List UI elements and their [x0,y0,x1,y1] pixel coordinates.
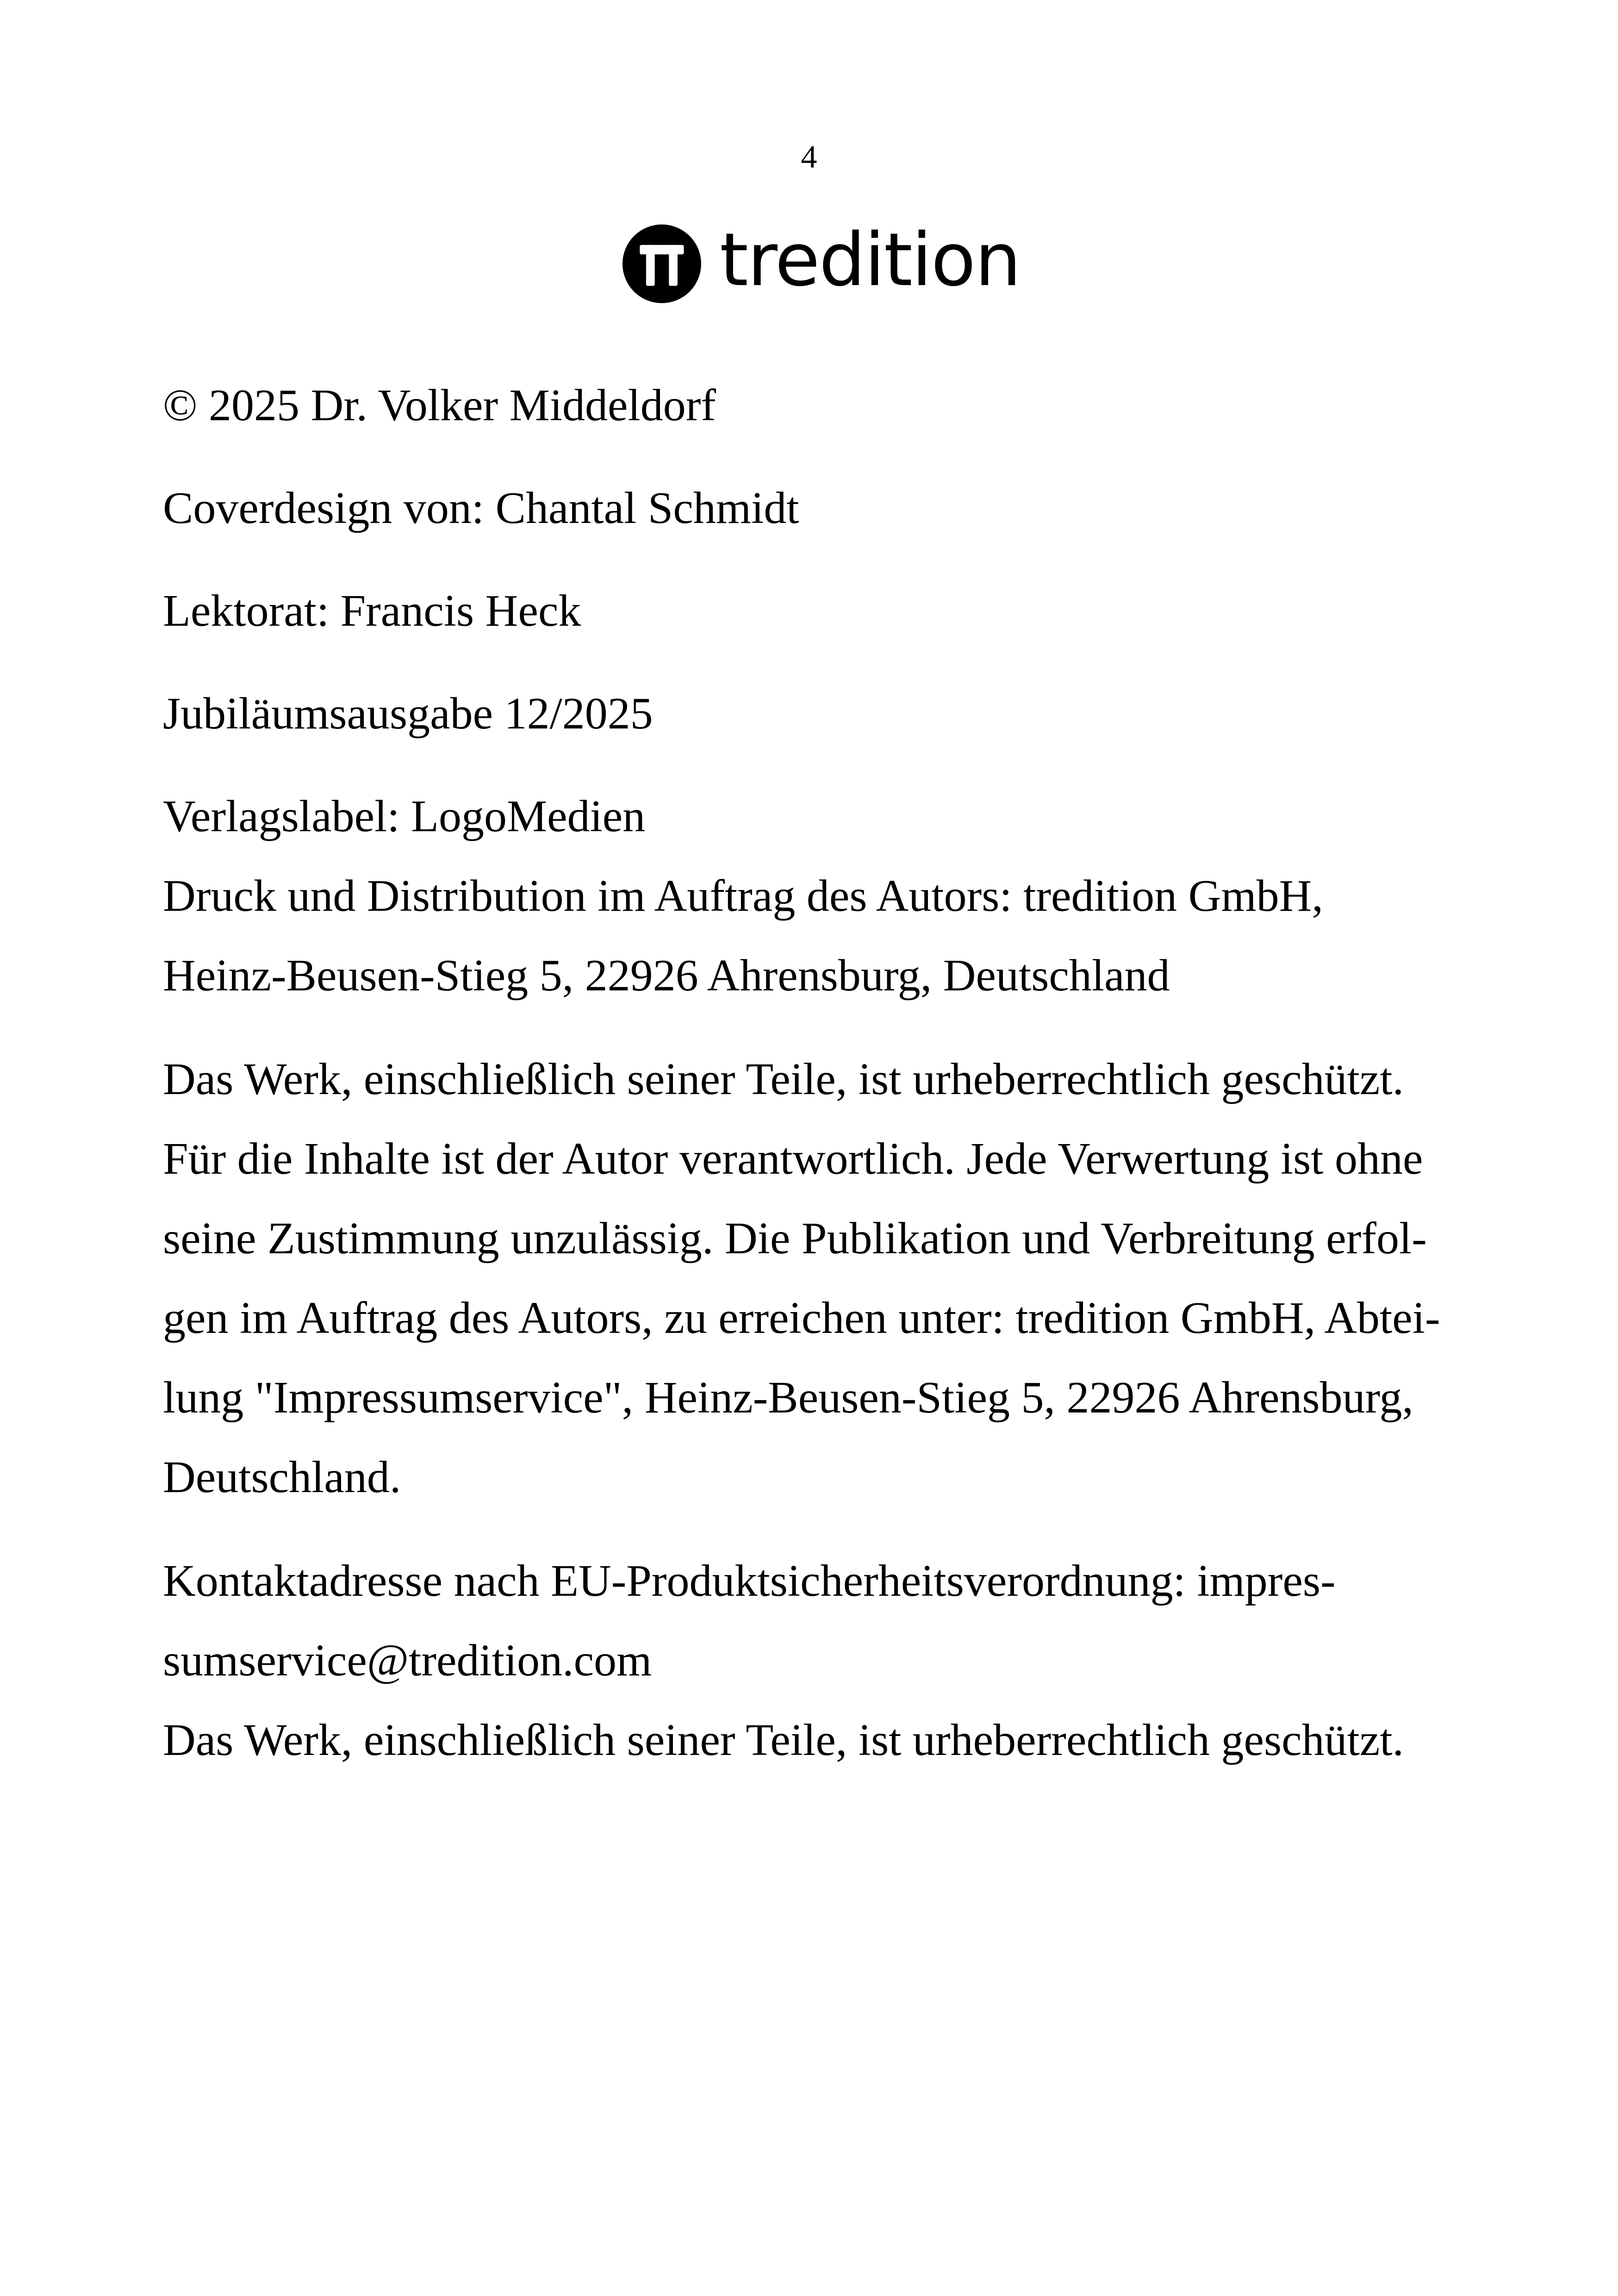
print-distribution-line: Druck und Distribution im Auftrag des Autors: tredition GmbH, [163,871,1323,921]
rights-paragraph-line: gen im Auftrag des Autors, zu erreichen unter: tredition GmbH, Abtei- [163,1293,1440,1343]
rights-paragraph-line: seine Zustimmung unzulässig. Die Publikation und Verbreitung erfol- [163,1213,1427,1263]
cover-design-line: Coverdesign von: Chantal Schmidt [163,483,799,533]
logo-wordmark: tredition [720,218,1021,303]
edition-line: Jubiläumsausgabe 12/2025 [163,689,653,739]
publisher-logo [622,218,1021,305]
rights-paragraph-line: Für die Inhalte ist der Autor verantwortlich. Jede Verwertung ist ohne [163,1134,1423,1184]
rights-paragraph-line: Das Werk, einschließlich seiner Teile, ist urheberrechtlich geschützt. [163,1054,1404,1104]
copyright-line: © 2025 Dr. Volker Middeldorf [163,380,716,430]
tredition-t-circle-icon [622,224,701,303]
rights-paragraph-line: Deutschland. [163,1452,401,1502]
contact-email-line: sumservice@tredition.com [163,1636,652,1686]
print-address-line: Heinz-Beusen-Stieg 5, 22926 Ahrensburg, Deutschland [163,951,1170,1001]
publisher-label-line: Verlagslabel: LogoMedien [163,791,646,841]
page-number: 4 [801,139,817,175]
editing-line: Lektorat: Francis Heck [163,586,581,636]
rights-paragraph-line: lung "Impressumservice", Heinz-Beusen-Stieg 5, 22926 Ahrensburg, [163,1373,1413,1423]
contact-line: Kontaktadresse nach EU-Produktsicherheitsverordnung: impres- [163,1556,1336,1606]
copyright-notice-line: Das Werk, einschließlich seiner Teile, ist urheberrechtlich geschützt. [163,1715,1404,1765]
